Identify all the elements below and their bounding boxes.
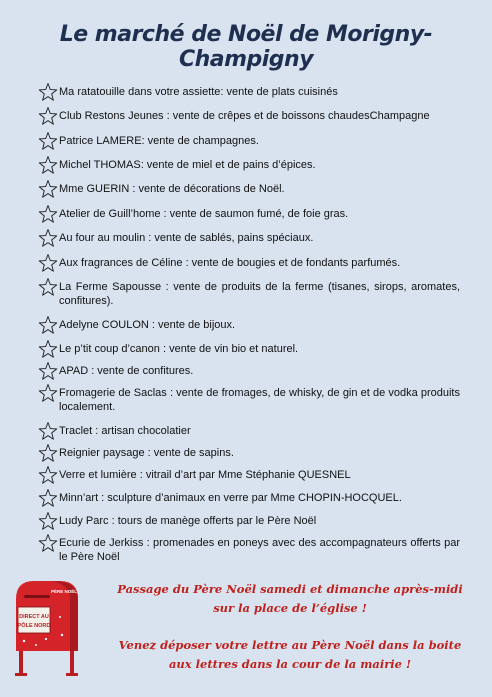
star-icon	[38, 383, 58, 403]
vendor-item	[38, 533, 460, 564]
vendor-item	[38, 511, 460, 531]
star-icon	[38, 179, 58, 199]
vendor-item	[38, 155, 460, 175]
vendor-text: Adelyne COULON : vente de bijoux.	[59, 319, 236, 331]
star-icon	[38, 533, 58, 553]
vendor-item	[38, 421, 460, 441]
star-icon	[38, 465, 58, 485]
vendor-item	[38, 443, 460, 463]
vendor-text: Mme GUERIN : vente de décorations de Noël.	[59, 183, 285, 195]
notice-line-1: Passage du Père Noël samedi et dimanche après-midi	[117, 582, 463, 596]
star-icon	[38, 204, 58, 224]
vendor-text: Minn’art : sculpture d’animaux en verre par Mme CHOPIN-HOCQUEL.	[59, 492, 402, 504]
star-icon	[38, 277, 58, 297]
star-icon	[38, 421, 58, 441]
mailbox-sign-line-1: DIRECT AU	[19, 614, 49, 620]
vendor-text: Traclet : artisan chocolatier	[59, 425, 191, 437]
vendor-text: Ecurie de Jerkiss : promenades en poneys avec des accompagnateurs offerts par le Père Noël	[59, 537, 460, 563]
vendor-item	[38, 339, 460, 359]
mailbox-sign-line-2: PÔLE NORD	[17, 623, 51, 629]
vendor-text: Fromagerie de Saclas : vente de fromages, de whisky, de gin et de vodka produits localement.	[59, 387, 460, 413]
vendor-text: Verre et lumière : vitrail d’art par Mme Stéphanie QUESNEL	[59, 469, 351, 481]
star-icon	[38, 106, 58, 126]
letter-notice	[95, 636, 485, 674]
vendor-item	[38, 465, 460, 485]
vendor-text: Ludy Parc : tours de manège offerts par le Père Noël	[59, 515, 317, 527]
star-icon	[38, 228, 58, 248]
vendor-text: APAD : vente de confitures.	[59, 365, 194, 377]
notice-line-2: sur la place de l’église !	[213, 601, 367, 615]
vendor-item	[38, 228, 460, 248]
vendor-item	[38, 253, 460, 273]
notice-line-4: aux lettres dans la cour de la mairie !	[168, 657, 412, 671]
vendor-text: Au four au moulin : vente de sablés, pains spéciaux.	[59, 232, 314, 244]
mailbox-icon	[12, 577, 82, 677]
vendor-text: Patrice LAMERE: vente de champagnes.	[59, 135, 259, 147]
vendor-text: La Ferme Sapousse : vente de produits de la ferme (tisanes, sirops, aromates, confitures).	[59, 281, 460, 307]
star-icon	[38, 339, 58, 359]
vendor-item	[38, 277, 460, 308]
star-icon	[38, 253, 58, 273]
star-icon	[38, 511, 58, 531]
vendor-item	[38, 361, 460, 381]
vendor-item	[38, 179, 460, 199]
santa-visit-notice	[95, 580, 485, 618]
star-icon	[38, 443, 58, 463]
star-icon	[38, 82, 58, 102]
star-icon	[38, 155, 58, 175]
star-icon	[38, 131, 58, 151]
vendor-text: Atelier de Guill’home : vente de saumon fumé, de foie gras.	[59, 208, 349, 220]
vendor-text: Michel THOMAS: vente de miel et de pains d’épices.	[59, 159, 316, 171]
star-icon	[38, 361, 58, 381]
vendor-text: Club Restons Jeunes : vente de crêpes et de boissons chaudesChampagne	[59, 110, 430, 122]
vendor-item	[38, 383, 460, 414]
vendor-text: Le p’tit coup d’canon : vente de vin bio et naturel.	[59, 343, 299, 355]
vendor-item	[38, 106, 460, 126]
vendor-text: Aux fragrances de Céline : vente de bougies et de fondants parfumés.	[59, 257, 401, 269]
vendor-text: Ma ratatouille dans votre assiette: vente de plats cuisinés	[59, 86, 338, 98]
vendor-item	[38, 315, 460, 335]
vendor-item	[38, 82, 460, 102]
vendor-text: Reignier paysage : vente de sapins.	[59, 447, 234, 459]
notice-line-3: Venez déposer votre lettre au Père Noël dans la boite	[118, 638, 462, 652]
mailbox-top-label: PÈRE NOËL	[50, 589, 78, 594]
vendor-item	[38, 488, 460, 508]
star-icon	[38, 488, 58, 508]
star-icon	[38, 315, 58, 335]
page-title: Le marché de Noël de Morigny-Champigny	[59, 22, 433, 72]
vendor-item	[38, 131, 460, 151]
vendor-item	[38, 204, 460, 224]
